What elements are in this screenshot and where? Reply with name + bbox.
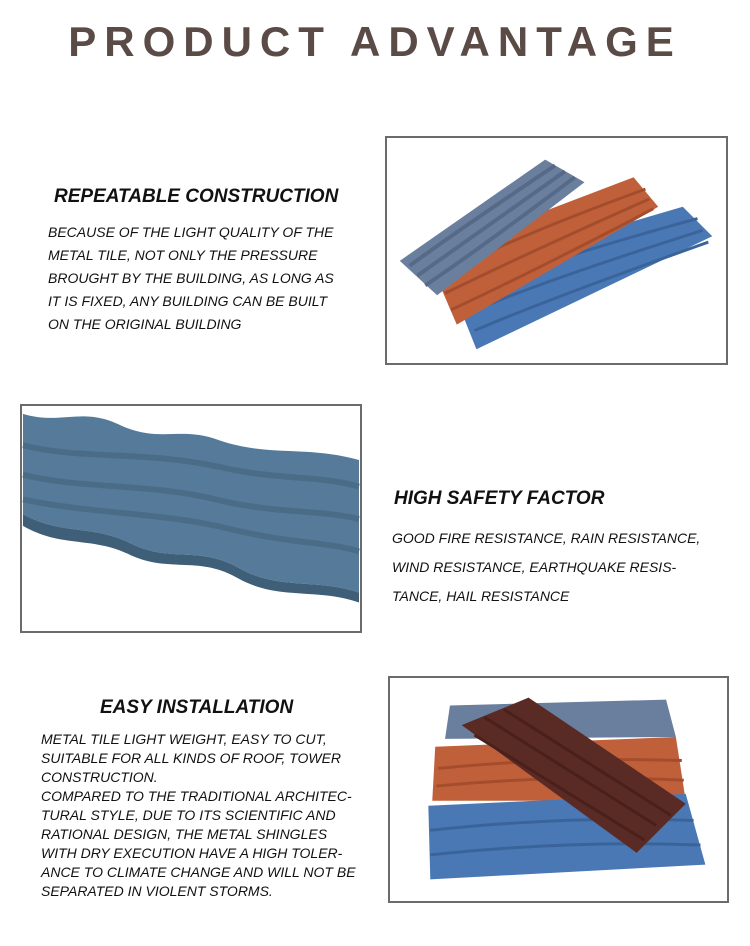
page-title: PRODUCT ADVANTAGE <box>68 18 682 65</box>
section-body-high-safety-factor: GOOD FIRE RESISTANCE, RAIN RESISTANCE, WIND RESISTANCE, EARTHQUAKE RESIS- TANCE, HAIL RESISTANCE <box>392 530 701 604</box>
product-image-four-color-tiles <box>388 676 729 903</box>
stacked-tiles-illustration <box>387 138 726 363</box>
four-color-tiles-illustration <box>390 678 727 901</box>
section-heading-repeatable-construction: REPEATABLE CONSTRUCTION <box>54 186 339 207</box>
section-body-easy-installation: METAL TILE LIGHT WEIGHT, EASY TO CUT, SUITABLE FOR ALL KINDS OF ROOF, TOWER CONSTRUCTION. COMPARED TO THE TRADITIONAL ARCHITEC- TURAL STYLE, DUE TO ITS SCIENTIFIC AND RATIONAL DESIGN, THE METAL SHINGLES WITH DRY EXECUTION HAVE A HIGH TOLER- ANCE TO CLIMATE CHANGE AND WILL NOT BE SEPARATED IN VIOLENT STORMS. <box>41 731 356 899</box>
tile-closeup-illustration <box>22 406 360 631</box>
section-body-repeatable-construction: BECAUSE OF THE LIGHT QUALITY OF THE METAL TILE, NOT ONLY THE PRESSURE BROUGHT BY THE BUILDING, AS LONG AS IT IS FIXED, ANY BUILDING CAN BE BUILT ON THE ORIGINAL BUILDING <box>48 224 334 332</box>
product-image-stacked-tiles <box>385 136 728 365</box>
product-image-tile-closeup <box>20 404 362 633</box>
section-heading-high-safety-factor: HIGH SAFETY FACTOR <box>394 488 605 509</box>
section-heading-easy-installation: EASY INSTALLATION <box>100 697 294 718</box>
